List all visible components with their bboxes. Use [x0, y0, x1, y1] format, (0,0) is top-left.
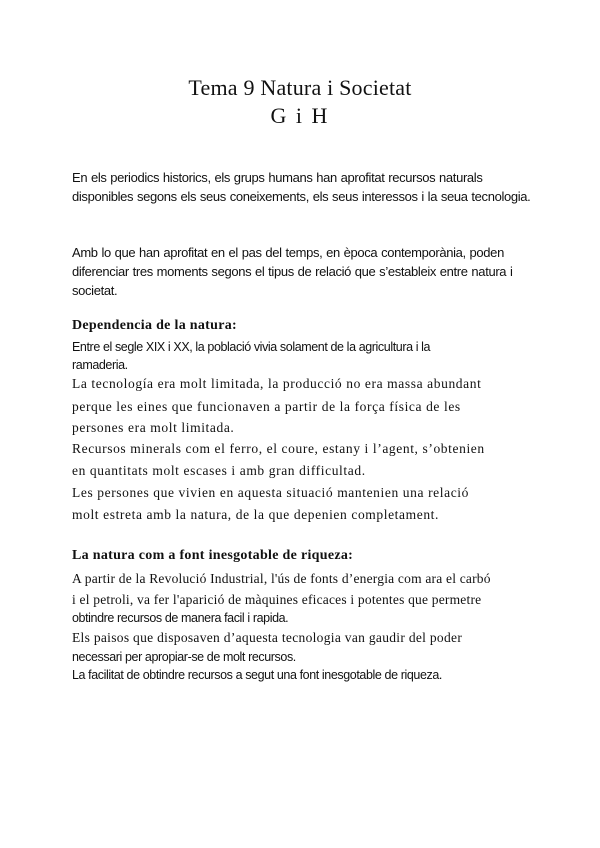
- section-2-line: A partir de la Revolució Industrial, l'ús de fonts d’energia com ara el carbó: [72, 571, 491, 586]
- section-1-line: La tecnología era molt limitada, la producció no era massa abundant: [72, 376, 482, 391]
- section-1-line: Entre el segle XIX i XX, la població vivia solament de la agricultura i la: [72, 340, 431, 354]
- section-1-heading: Dependencia de la natura:: [72, 318, 237, 333]
- intro-paragraph-2: Amb lo que han aprofitat en el pas del temps, en època contemporània, poden diferenciar tres moments segons el tipus de relació que s’estableix entre natura i societat.: [72, 245, 513, 298]
- title-line-2: G i H: [270, 103, 330, 128]
- section-1-line: perque les eines que funcionaven a partir de la força física de les: [72, 399, 461, 414]
- section-1-line: ramaderia.: [72, 358, 128, 372]
- title-line-1: Tema 9 Natura i Societat: [188, 75, 412, 100]
- document-title: [0, 74, 600, 130]
- section-1-line: Recursos minerals com el ferro, el coure, estany i l’agent, s’obtenien: [72, 441, 485, 456]
- section-1-line: en quantitats molt escases i amb gran difficultad.: [72, 463, 366, 478]
- section-2-line: obtindre recursos de manera facil i rapida.: [72, 611, 289, 625]
- section-2-heading: La natura com a font inesgotable de riqueza:: [72, 548, 354, 563]
- intro-paragraph-1: En els periodics historics, els grups humans han aprofitat recursos naturals disponibles segons els seus coneixements, els seus interessos i la seua tecnologia.: [72, 170, 531, 204]
- section-1-line: Les persones que vivien en aquesta situació mantenien una relació: [72, 485, 469, 500]
- section-1-line: persones era molt limitada.: [72, 420, 235, 435]
- section-2-line: i el petroli, va fer l'aparició de màquines eficaces i potentes que permetre: [72, 592, 482, 607]
- section-2-line: La facilitat de obtindre recursos a segut una font inesgotable de riqueza.: [72, 668, 442, 682]
- section-2-line: necessari per apropiar-se de molt recursos.: [72, 650, 296, 664]
- section-1-line: molt estreta amb la natura, de la que depenien completament.: [72, 507, 439, 522]
- section-2-line: Els paisos que disposaven d’aquesta tecnologia van gaudir del poder: [72, 630, 463, 645]
